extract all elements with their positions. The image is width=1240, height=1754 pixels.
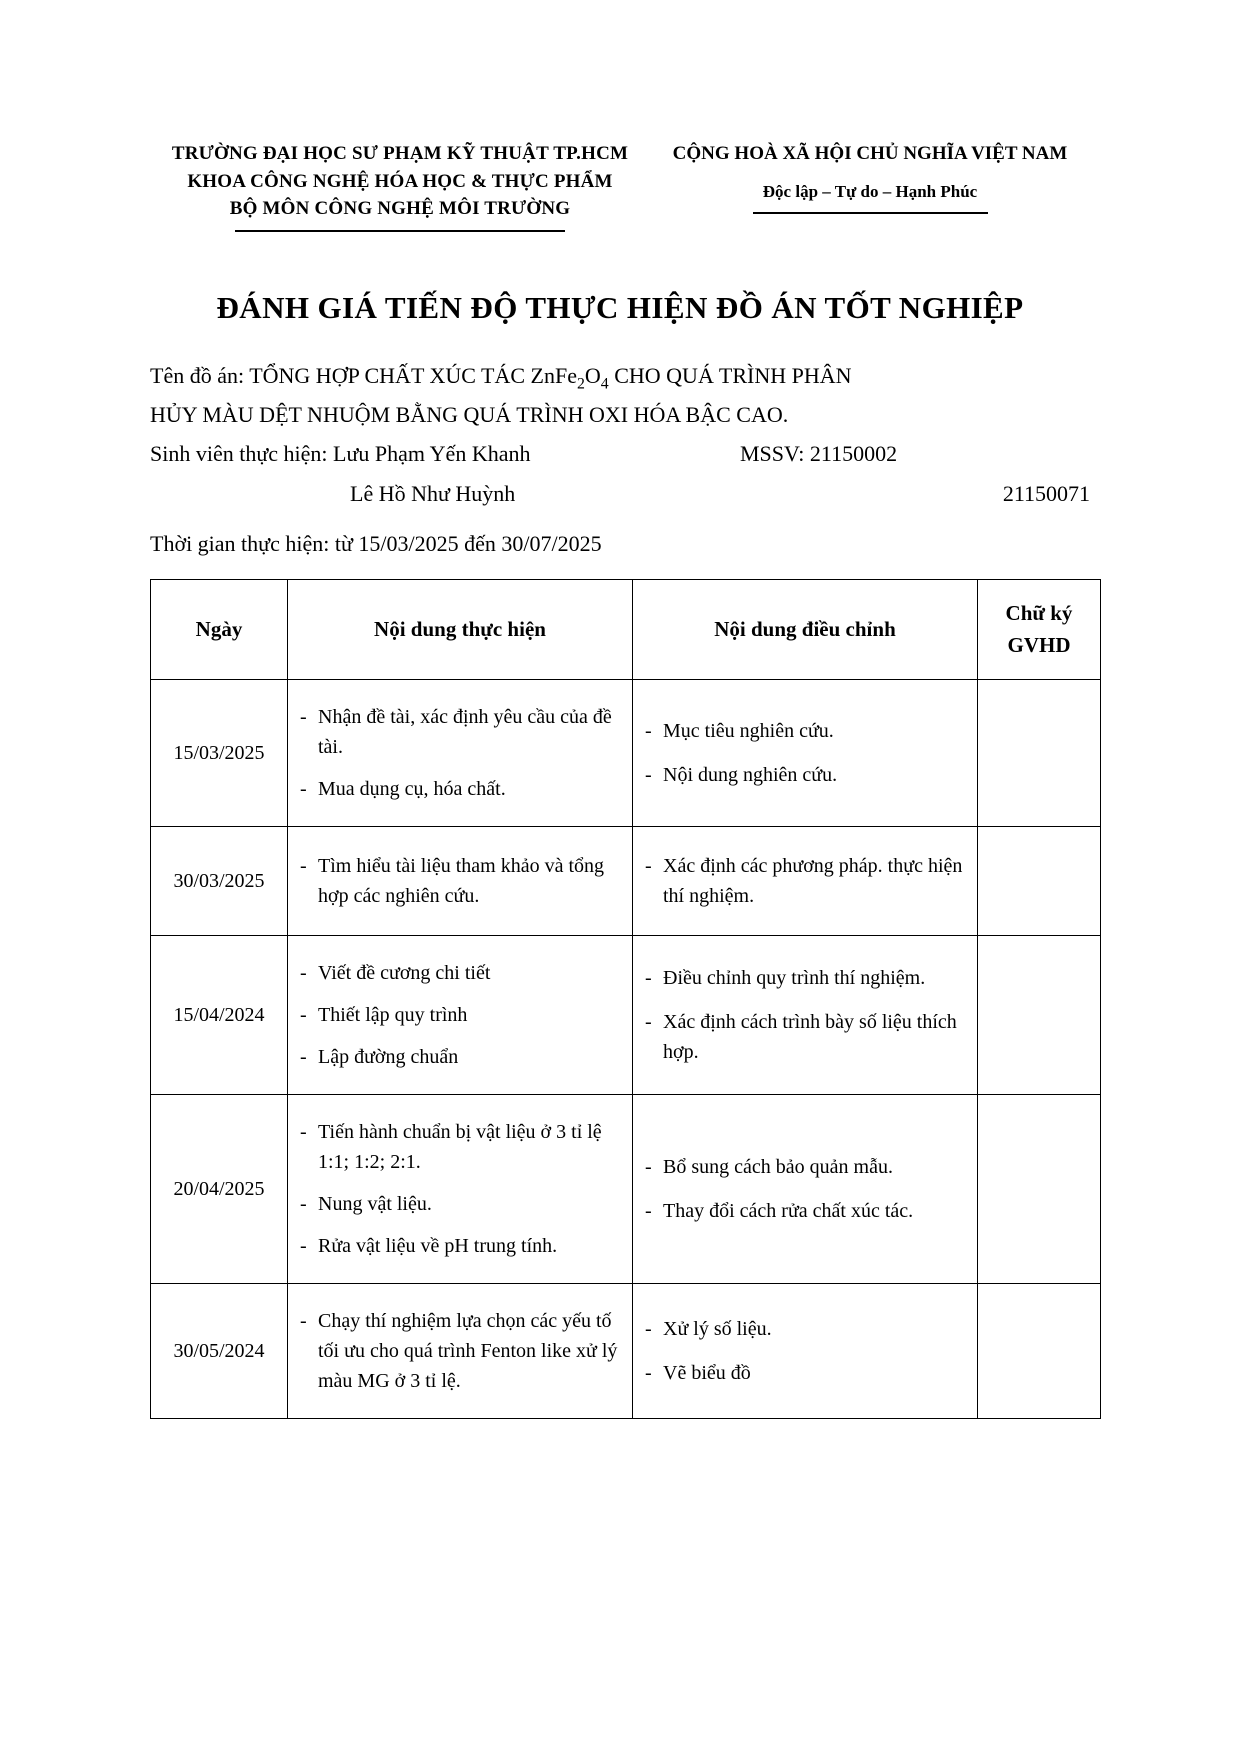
header-right-divider [753,212,988,214]
list-item: - Xác định cách trình bày số liệu thích hợp. [645,1007,965,1067]
cell-content-list [300,958,620,1072]
header-national-title: CỘNG HOÀ XÃ HỘI CHỦ NGHĨA VIỆT NAM [672,143,1068,164]
list-item: - Thiết lập quy trình [300,1000,620,1030]
mssv-value-2: 21150071 [1002,480,1090,506]
header-university-line-1: TRƯỜNG ĐẠI HỌC SƯ PHẠM KỸ THUẬT TP.HCM [171,143,629,164]
student-name-2-wrap [150,476,921,512]
cell-content-list [300,1306,620,1396]
cell-adjustment [633,827,978,936]
header-university-line-2: KHOA CÔNG NGHỆ HÓA HỌC & THỰC PHẨM [187,170,613,192]
list-item: - Tìm hiểu tài liệu tham khảo và tổng hợp các nghiên cứu. [300,851,620,911]
table-body [151,680,1101,1419]
project-meta [150,358,1090,562]
list-item: - Viết đề cương chi tiết [300,958,620,988]
cell-date: 15/03/2025 [151,680,288,827]
cell-adjustment [633,1284,978,1419]
cell-content-list [300,1117,620,1261]
list-item: - Rửa vật liệu về pH trung tính. [300,1231,620,1261]
cell-adjustment-list [645,851,965,911]
cell-content [288,827,633,936]
document-header [150,140,1090,232]
page-title: ĐÁNH GIÁ TIẾN ĐỘ THỰC HIỆN ĐỒ ÁN TỐT NGHIỆP [216,289,1024,325]
student-row-1 [150,436,1090,472]
cell-date: 15/04/2024 [151,936,288,1095]
header-national-motto: Độc lập – Tự do – Hạnh Phúc [762,181,978,201]
list-item: - Nội dung nghiên cứu. [645,760,965,790]
list-item: - Nung vật liệu. [300,1189,620,1219]
cell-content-list [300,851,620,911]
cell-adjustment [633,1095,978,1284]
table-row [151,1095,1101,1284]
cell-adjustment-list [645,1314,965,1388]
cell-content [288,936,633,1095]
list-item: - Bổ sung cách bảo quản mẫu. [645,1152,965,1182]
table-row [151,936,1101,1095]
cell-date: 30/05/2024 [151,1284,288,1419]
column-header-signature: Chữ ký GVHD [978,580,1101,680]
cell-signature[interactable] [978,1284,1101,1419]
table-header-row [151,580,1101,680]
cell-signature[interactable] [978,827,1101,936]
student-name-2: Lê Hồ Như Huỳnh [350,480,516,506]
student-row-2 [150,476,1090,512]
column-header-adjustment: Nội dung điều chỉnh [633,580,978,680]
student-mssv-1-wrap [740,436,1090,472]
student-label: Sinh viên thực hiện: [150,441,328,467]
student-mssv-2-wrap [921,476,1090,512]
project-name-line-1 [150,358,1090,397]
mssv-value-1: 21150002 [809,441,898,467]
table-row [151,827,1101,936]
header-university-block [150,140,650,232]
list-item: - Điều chỉnh quy trình thí nghiệm. [645,963,965,993]
list-item: - Lập đường chuẩn [300,1042,620,1072]
cell-adjustment-list [645,716,965,790]
mssv-label: MSSV: [740,441,805,467]
table-row [151,1284,1101,1419]
list-item: - Thay đổi cách rửa chất xúc tác. [645,1196,965,1226]
header-university-line-3: BỘ MÔN CÔNG NGHỆ MÔI TRƯỜNG [229,198,571,220]
cell-adjustment [633,936,978,1095]
cell-content-list [300,702,620,804]
list-item: - Chạy thí nghiệm lựa chọn các yếu tố tối ưu cho quá trình Fenton like xử lý màu MG ở 3 tỉ lệ. [300,1306,620,1396]
project-name-line-2: HỦY MÀU DỆT NHUỘM BẰNG QUÁ TRÌNH OXI HÓA BẬC CAO. [150,401,789,427]
cell-date: 30/03/2025 [151,827,288,936]
project-label: Tên đồ án: [150,362,245,388]
list-item: - Nhận đề tài, xác định yêu cầu của đề tài. [300,702,620,762]
column-header-date: Ngày [151,580,288,680]
project-name-part-3: CHO QUÁ TRÌNH PHÂN [608,362,852,388]
cell-content [288,1095,633,1284]
project-duration: Thời gian thực hiện: từ 15/03/2025 đến 30/07/2025 [150,530,602,556]
project-name-sub-2: 4 [600,375,609,393]
cell-content [288,680,633,827]
cell-content [288,1284,633,1419]
cell-signature[interactable] [978,936,1101,1095]
student-name-1-wrap [150,436,740,472]
column-header-content: Nội dung thực hiện [288,580,633,680]
cell-date: 20/04/2025 [151,1095,288,1284]
cell-adjustment-list [645,1152,965,1226]
cell-adjustment [633,680,978,827]
header-national-block [650,140,1090,214]
cell-signature[interactable] [978,680,1101,827]
list-item: - Xác định các phương pháp. thực hiện thí nghiệm. [645,851,965,911]
project-name-sub-1: 2 [576,375,585,393]
header-left-divider [235,230,565,232]
cell-adjustment-list [645,963,965,1067]
project-name-part-2: O [584,362,601,388]
list-item: - Vẽ biểu đồ [645,1358,965,1388]
progress-table [150,579,1101,1419]
list-item: - Mục tiêu nghiên cứu. [645,716,965,746]
cell-signature[interactable] [978,1095,1101,1284]
list-item: - Xử lý số liệu. [645,1314,965,1344]
table-row [151,680,1101,827]
list-item: - Mua dụng cụ, hóa chất. [300,774,620,804]
project-name-part-1: TỔNG HỢP CHẤT XÚC TÁC ZnFe [249,362,577,388]
student-name-1: Lưu Phạm Yến Khanh [333,441,531,467]
list-item: - Tiến hành chuẩn bị vật liệu ở 3 tỉ lệ 1:1; 1:2; 2:1. [300,1117,620,1177]
